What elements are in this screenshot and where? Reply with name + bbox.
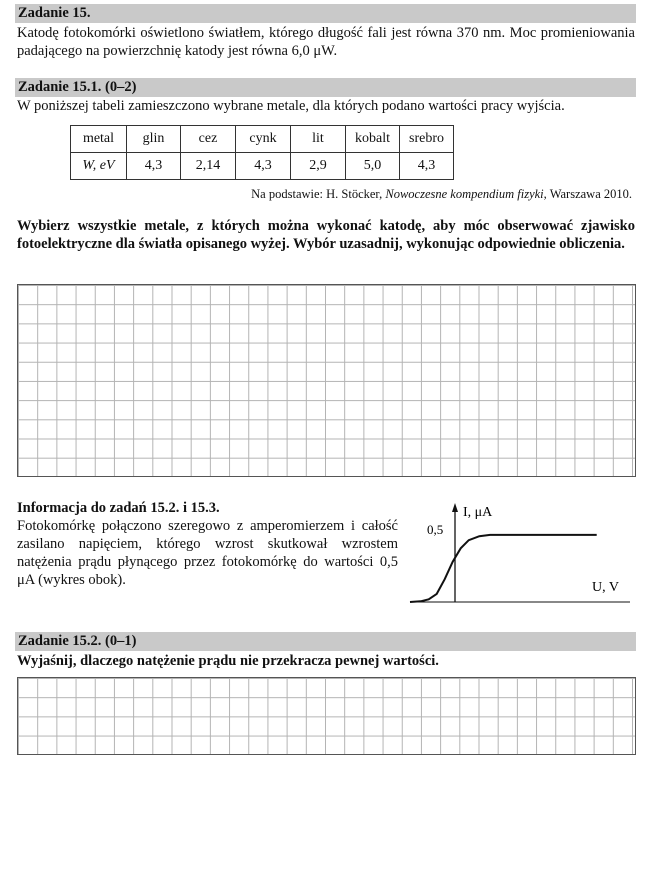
value-cell: 5,0 — [346, 153, 400, 180]
metal-cell: lit — [291, 126, 346, 153]
row-header-metal: metal — [71, 126, 127, 153]
info-text: Fotokomórkę połączono szeregowo z amperomierzem i całość zasilano napięciem, którego wzrost skutkował wzrostem natężenia prądu płynącego przez fotokomórkę do wartości 0,5 μA (wykres obok). — [17, 518, 398, 588]
work-function-table — [70, 125, 454, 180]
value-cell: 2,14 — [181, 153, 236, 180]
work-function-row — [71, 153, 454, 180]
task-15-text: Katodę fotokomórki oświetlono światłem, którego długość fali jest równa 370 nm. Moc promieniowania padającego na powierzchnię katody jest równa 6,0 μW. — [17, 25, 635, 59]
task-15-header: Zadanie 15. — [15, 4, 636, 23]
metal-row — [71, 126, 454, 153]
row-header-w: W, eV — [71, 153, 127, 180]
metal-cell: kobalt — [346, 126, 400, 153]
x-axis-label: U, V — [592, 580, 619, 595]
info-header: Informacja do zadań 15.2. i 15.3. — [17, 500, 220, 516]
current-voltage-chart — [405, 498, 635, 610]
value-cell: 2,9 — [291, 153, 346, 180]
source-title: Nowoczesne kompendium fizyki — [385, 187, 544, 201]
source-prefix: Na podstawie: H. Stöcker, — [251, 187, 386, 201]
task-15-1-intro: W poniższej tabeli zamieszczono wybrane metale, dla których podano wartości pracy wyjścia. — [17, 98, 565, 114]
metal-cell: cez — [181, 126, 236, 153]
task-15-2-instruction: Wyjaśnij, dlaczego natężenie prądu nie przekracza pewnej wartości. — [17, 653, 439, 669]
current-curve — [410, 535, 597, 602]
value-cell: 4,3 — [236, 153, 291, 180]
answer-grid-15-2[interactable] — [17, 677, 636, 755]
metal-cell: srebro — [400, 126, 454, 153]
source-citation — [251, 187, 632, 202]
y-tick-label: 0,5 — [427, 522, 444, 537]
value-cell: 4,3 — [127, 153, 181, 180]
y-axis-arrow — [452, 503, 458, 512]
task-15-1-instruction: Wybierz wszystkie metale, z których można wykonać katodę, aby móc obserwować zjawisko fotoelektryczne dla światła opisanego wyżej. Wybór uzasadnij, wykonując odpowiednie obliczenia. — [17, 218, 635, 252]
answer-grid-15-1[interactable] — [17, 284, 636, 477]
source-suffix: , Warszawa 2010. — [543, 187, 632, 201]
value-cell: 4,3 — [400, 153, 454, 180]
task-15-1-header: Zadanie 15.1. (0–2) — [15, 78, 636, 97]
task-15-2-header: Zadanie 15.2. (0–1) — [15, 632, 636, 651]
metal-cell: cynk — [236, 126, 291, 153]
metal-cell: glin — [127, 126, 181, 153]
y-axis-label: I, μA — [463, 505, 493, 520]
